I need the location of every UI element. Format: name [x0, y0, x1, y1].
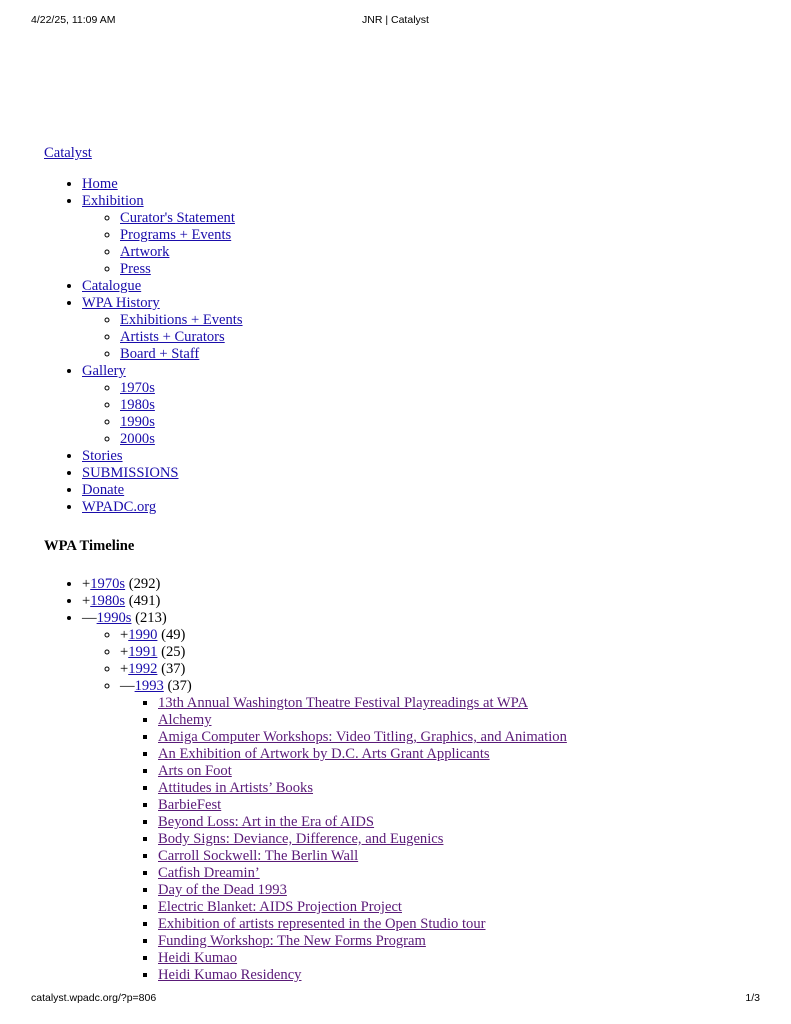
timeline-post [158, 882, 744, 899]
nav-item-wpadc [82, 499, 744, 516]
nav-link-wpadc[interactable]: WPADC.org [82, 499, 157, 515]
nav-item-gallery-1970s [120, 380, 744, 397]
print-header [31, 14, 760, 28]
collapse-toggle[interactable]: — [120, 678, 135, 694]
site-title-link[interactable]: Catalyst [44, 145, 92, 161]
nav-item-programs-events [120, 227, 744, 244]
page-content [44, 145, 744, 984]
nav-link-gallery[interactable]: Gallery [82, 363, 126, 379]
timeline-post-link[interactable]: Electric Blanket: AIDS Projection Project [158, 899, 402, 915]
timeline-post-link[interactable]: Heidi Kumao Residency [158, 967, 302, 983]
print-url: catalyst.wpadc.org/?p=806 [31, 992, 157, 1004]
nav-link-catalogue[interactable]: Catalogue [82, 278, 142, 294]
timeline-posts-1993 [120, 695, 744, 984]
expand-toggle[interactable]: + [120, 661, 129, 677]
print-page-title: JNR | Catalyst [362, 14, 429, 26]
nav-link-exhibition[interactable]: Exhibition [82, 193, 144, 209]
expand-toggle[interactable]: + [82, 576, 91, 592]
timeline-post [158, 814, 744, 831]
timeline-decade [82, 593, 744, 610]
timeline-post [158, 695, 744, 712]
nav-link-wpa-history[interactable]: WPA History [82, 295, 160, 311]
nav-item-catalogue [82, 278, 744, 295]
post-count: (491) [128, 593, 161, 609]
main-nav [44, 176, 744, 516]
nav-link-donate[interactable]: Donate [82, 482, 125, 498]
timeline-year [120, 627, 744, 644]
timeline-year-link[interactable]: 1990 [128, 627, 158, 643]
post-count: (292) [128, 576, 161, 592]
exhibition-submenu [82, 210, 744, 278]
nav-link-gallery-1990s[interactable]: 1990s [120, 414, 155, 430]
nav-link-gallery-2000s[interactable]: 2000s [120, 431, 155, 447]
collapse-toggle[interactable]: — [82, 610, 97, 626]
nav-item-stories [82, 448, 744, 465]
post-count: (37) [167, 678, 192, 694]
timeline-post [158, 763, 744, 780]
timeline-post-link[interactable]: Body Signs: Deviance, Difference, and Eugenics [158, 831, 444, 847]
nav-item-press [120, 261, 744, 278]
nav-link-gallery-1980s[interactable]: 1980s [120, 397, 155, 413]
timeline-post-link[interactable]: Alchemy [158, 712, 212, 728]
timeline-post-link[interactable]: Arts on Foot [158, 763, 232, 779]
nav-link-exhibitions-events[interactable]: Exhibitions + Events [120, 312, 243, 328]
timeline-post-link[interactable]: Heidi Kumao [158, 950, 238, 966]
nav-item-gallery-1990s [120, 414, 744, 431]
timeline-tree [44, 576, 744, 984]
timeline-decade-link[interactable]: 1980s [90, 593, 126, 609]
nav-item-curators-statement [120, 210, 744, 227]
nav-item-exhibition [82, 193, 744, 278]
timeline-decade-link[interactable]: 1970s [90, 576, 126, 592]
nav-item-gallery-2000s [120, 431, 744, 448]
nav-item-exhibitions-events [120, 312, 744, 329]
timeline-decade [82, 576, 744, 593]
nav-link-artists-curators[interactable]: Artists + Curators [120, 329, 225, 345]
nav-link-home[interactable]: Home [82, 176, 118, 192]
nav-item-wpa-history [82, 295, 744, 363]
expand-toggle[interactable]: + [82, 593, 91, 609]
timeline-post-link[interactable]: 13th Annual Washington Theatre Festival Playreadings at WPA [158, 695, 528, 711]
timeline-post [158, 933, 744, 950]
nav-item-gallery-1980s [120, 397, 744, 414]
timeline-post [158, 916, 744, 933]
nav-item-gallery [82, 363, 744, 448]
timeline-post [158, 899, 744, 916]
nav-link-submissions[interactable]: SUBMISSIONS [82, 465, 179, 481]
print-footer [31, 992, 760, 1006]
post-count: (25) [161, 644, 186, 660]
timeline-year-link[interactable]: 1992 [128, 661, 158, 677]
nav-item-board-staff [120, 346, 744, 363]
nav-item-home [82, 176, 744, 193]
nav-link-press[interactable]: Press [120, 261, 151, 277]
timeline-year [120, 678, 744, 984]
timeline-post-link[interactable]: BarbieFest [158, 797, 222, 813]
timeline-post-link[interactable]: Day of the Dead 1993 [158, 882, 287, 898]
nav-link-curators-statement[interactable]: Curator's Statement [120, 210, 235, 226]
nav-item-donate [82, 482, 744, 499]
gallery-submenu [82, 380, 744, 448]
timeline-post-link[interactable]: Amiga Computer Workshops: Video Titling, Graphics, and Animation [158, 729, 567, 745]
timeline-post [158, 746, 744, 763]
timeline-post [158, 865, 744, 882]
timeline-post [158, 848, 744, 865]
nav-link-programs-events[interactable]: Programs + Events [120, 227, 232, 243]
timeline-post-link[interactable]: Carroll Sockwell: The Berlin Wall [158, 848, 359, 864]
timeline-year-link[interactable]: 1993 [134, 678, 164, 694]
post-count: (49) [161, 627, 186, 643]
nav-item-submissions [82, 465, 744, 482]
timeline-years [82, 627, 744, 984]
nav-link-stories[interactable]: Stories [82, 448, 123, 464]
timeline-post-link[interactable]: Catfish Dreamin’ [158, 865, 260, 881]
timeline-post-link[interactable]: Beyond Loss: Art in the Era of AIDS [158, 814, 375, 830]
nav-link-board-staff[interactable]: Board + Staff [120, 346, 200, 362]
timeline-post [158, 780, 744, 797]
timeline-post [158, 729, 744, 746]
expand-toggle[interactable]: + [120, 644, 129, 660]
timeline-post [158, 967, 744, 984]
timeline-post [158, 712, 744, 729]
nav-link-gallery-1970s[interactable]: 1970s [120, 380, 155, 396]
timeline-post [158, 950, 744, 967]
timeline-post [158, 797, 744, 814]
post-count: (37) [161, 661, 186, 677]
timeline-decade [82, 610, 744, 984]
nav-item-artwork [120, 244, 744, 261]
nav-item-artists-curators [120, 329, 744, 346]
timeline-post-link[interactable]: Funding Workshop: The New Forms Program [158, 933, 426, 949]
timeline-post-link[interactable]: Exhibition of artists represented in the Open Studio tour [158, 916, 486, 932]
timeline-post [158, 831, 744, 848]
wpa-history-submenu [82, 312, 744, 363]
timeline-post-link[interactable]: Attitudes in Artists’ Books [158, 780, 314, 796]
timeline-heading: WPA Timeline [44, 538, 135, 554]
timeline-year [120, 661, 744, 678]
print-date: 4/22/25, 11:09 AM [31, 14, 116, 26]
expand-toggle[interactable]: + [120, 627, 129, 643]
print-page-number: 1/3 [745, 992, 760, 1004]
post-count: (213) [135, 610, 167, 626]
nav-link-artwork[interactable]: Artwork [120, 244, 170, 260]
timeline-year [120, 644, 744, 661]
timeline-post-link[interactable]: An Exhibition of Artwork by D.C. Arts Grant Applicants [158, 746, 490, 762]
timeline-decade-link[interactable]: 1990s [96, 610, 132, 626]
timeline-year-link[interactable]: 1991 [128, 644, 158, 660]
